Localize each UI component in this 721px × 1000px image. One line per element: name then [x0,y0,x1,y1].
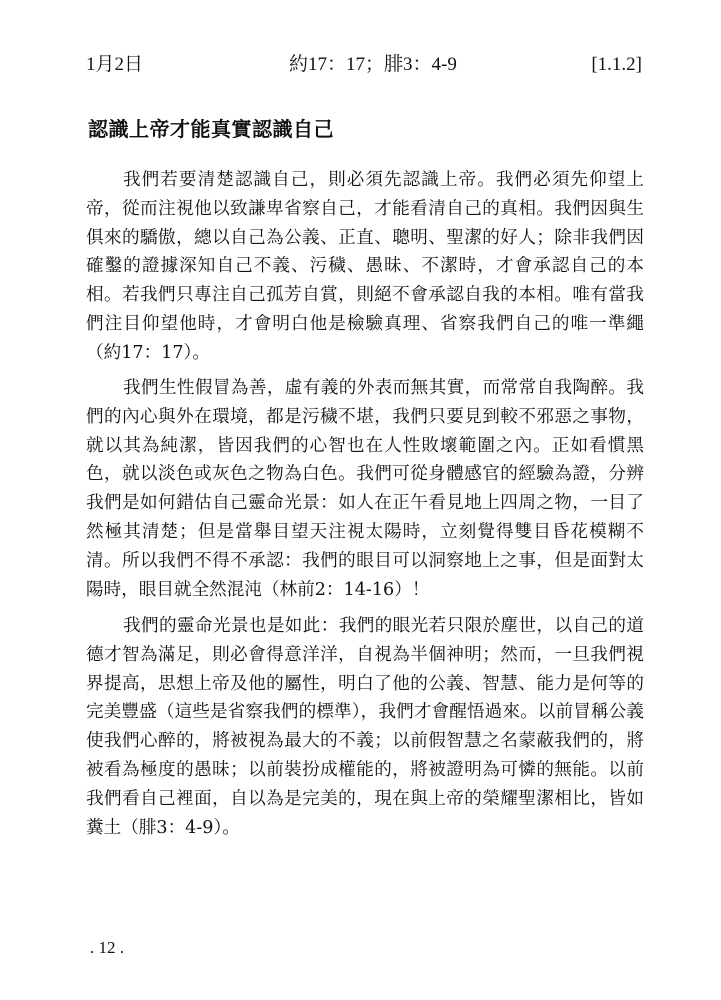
page-number: . 12 . [90,938,124,957]
page-header [86,52,642,78]
paragraph-2: 我們生性假冒為善，虛有義的外表而無其實，而常常自我陶醉。我們的內心與外在環境，都是污穢不堪，我們只要見到較不邪惡之事物，就以其為純潔，皆因我們的心智也在人性敗壞範圍之內。正如看慣黑色，就以淡色或灰色之物為白色。我們可從身體感官的經驗為證，分辨我們是如何錯估自己靈命光景：如人在正午看見地上四周之物，一目了然極其清楚；但是當舉目望天注視太陽時，立刻覺得雙目昏花模糊不清。所以我們不得不承認：我們的眼目可以洞察地上之事，但是面對太陽時，眼目就全然混沌（林前2：14-16）！ [86,378,644,600]
header-date: 1月2日 [86,54,144,75]
header-scripture-reference: 約17：17；腓3：4-9 [289,54,457,75]
paragraph-3: 我們的靈命光景也是如此：我們的眼光若只限於塵世，以自己的道德才智為滿足，則必會得意洋洋，自視為半個神明；然而，一旦我們視界提高，思想上帝及他的屬性，明白了他的公義、智慧、能力是何等的完美豐盛（這些是省察我們的標準），我們才會醒悟過來。以前冒稱公義使我們心醉的，將被視為最大的不義；以前假智慧之名蒙蔽我們的，將被看為極度的愚昧；以前裝扮成權能的，將被證明為可憐的無能。以前我們看自己裡面，自以為是完美的，現在與上帝的榮耀聖潔相比，皆如糞土（腓3：4-9）。 [86,616,644,838]
header-section-code: [1.1.2] [591,54,642,75]
page-title: 認識上帝才能真實認識自己 [88,117,334,141]
paragraph-1: 我們若要清楚認識自己，則必須先認識上帝。我們必須先仰望上帝，從而注視他以致謙卑省察自己，才能看清自己的真相。我們因與生俱來的驕傲，總以自己為公義、正直、聰明、聖潔的好人；除非我們因確鑿的證據深知自己不義、污穢、愚昧、不潔時，才會承認自己的本相。若我們只專注自己孤芳自賞，則絕不會承認自我的本相。唯有當我們注目仰望他時，才會明白他是檢驗真理、省察我們自己的唯一準繩（約17：17）。 [86,170,644,363]
